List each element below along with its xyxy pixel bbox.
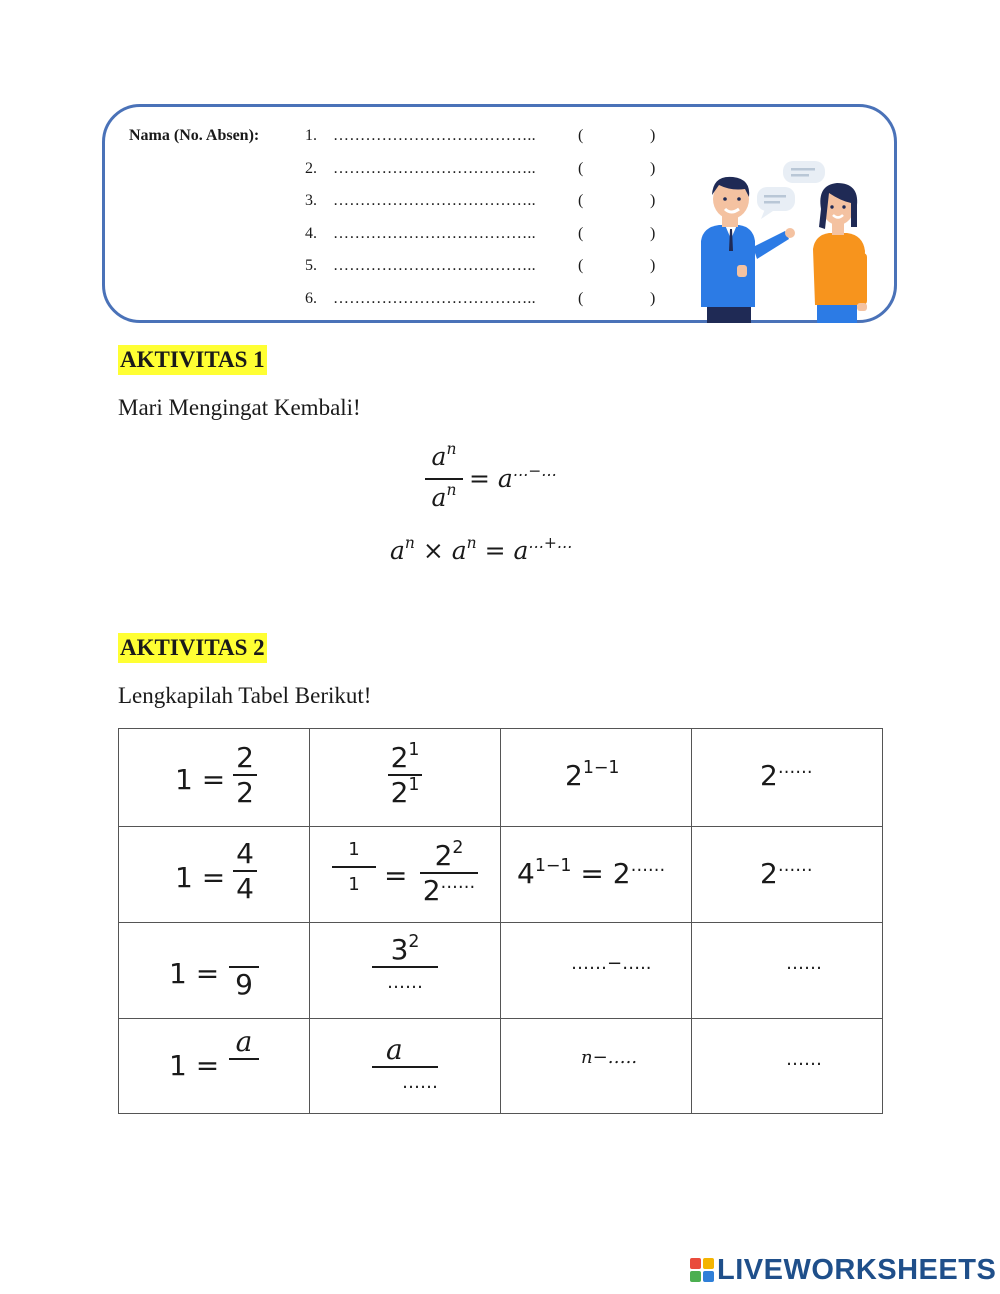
answer-blank: …… <box>786 1049 822 1070</box>
table-row <box>119 923 883 1019</box>
activity-1-heading: AKTIVITAS 1 <box>118 345 267 375</box>
answer-cell[interactable] <box>692 1019 883 1114</box>
answer-cell[interactable]: $4^{1-1} = 2^{\dots\dots}$ <box>501 827 692 923</box>
name-label: Nama (No. Absen): <box>129 127 260 144</box>
exponent-blank: …−… <box>512 462 557 481</box>
formula-fraction: $a^n$ $a^n$ <box>425 442 463 514</box>
table-cell: $2^1$ $2^1$ <box>310 729 501 827</box>
row-number: 5. <box>305 257 317 274</box>
formula-result[interactable]: = a…−… <box>469 462 557 493</box>
activity-2-intro: Lengkapilah Tabel Berikut! <box>118 683 372 708</box>
answer-cell[interactable]: $3^2$ …… <box>310 923 501 1019</box>
answer-cell[interactable]: 1 = a <box>119 1019 310 1114</box>
absen-open[interactable]: ( <box>578 192 584 209</box>
name-row[interactable] <box>305 225 655 258</box>
name-blank[interactable]: ……………………………….. <box>333 224 536 242</box>
speech-bubble-icon <box>757 161 825 219</box>
absen-close: ) <box>650 224 656 242</box>
logo-square <box>690 1271 701 1282</box>
absen-open[interactable]: ( <box>578 224 584 242</box>
absen-close: ) <box>650 192 656 209</box>
absen-close: ) <box>650 289 656 307</box>
logo-square <box>703 1258 714 1269</box>
woman-figure <box>813 183 867 323</box>
name-row[interactable] <box>305 160 655 193</box>
exponent-blank: …… <box>440 872 476 893</box>
table-row <box>119 1019 883 1114</box>
answer-cell[interactable]: a …… <box>310 1019 501 1114</box>
answer-cell[interactable]: 1 1 = $2^2$ 2…… <box>310 827 501 923</box>
name-row[interactable] <box>305 192 655 225</box>
row-number: 1. <box>305 127 317 144</box>
table-row <box>119 827 883 923</box>
exponent-blank: n−….. <box>581 1047 638 1068</box>
answer-cell[interactable]: 1 = 9 <box>119 923 310 1019</box>
exponent-blank: …… <box>777 757 813 778</box>
answer-cell[interactable] <box>501 1019 692 1114</box>
row-number: 6. <box>305 289 317 307</box>
name-box <box>102 104 897 323</box>
exponent-blank: ……−….. <box>571 953 652 974</box>
logo-icon <box>690 1258 714 1282</box>
exponent-table <box>118 728 883 1114</box>
exponent-blank: …… <box>777 855 813 876</box>
answer-cell[interactable]: 2…… <box>692 827 883 923</box>
absen-open[interactable]: ( <box>578 289 584 307</box>
name-blank[interactable]: ……………………………….. <box>333 159 536 177</box>
table-cell: 1 = 2 2 <box>119 729 310 827</box>
logo-square <box>690 1258 701 1269</box>
absen-close: ) <box>650 127 656 144</box>
row-number: 3. <box>305 192 317 209</box>
conversation-illustration <box>695 155 895 323</box>
table-row <box>119 729 883 827</box>
row-number: 4. <box>305 224 317 242</box>
quotient-rule-formula <box>425 442 625 522</box>
name-row[interactable] <box>305 290 655 323</box>
name-blank[interactable]: ……………………………….. <box>333 192 536 209</box>
absen-open[interactable]: ( <box>578 127 584 144</box>
activity-2-heading: AKTIVITAS 2 <box>118 633 267 663</box>
table-cell: 1 = 4 4 <box>119 827 310 923</box>
row-number: 2. <box>305 159 317 177</box>
liveworksheets-logo <box>690 1254 996 1286</box>
name-row[interactable] <box>305 127 655 160</box>
name-blank[interactable]: ……………………………….. <box>333 289 536 307</box>
absen-open[interactable]: ( <box>578 159 584 177</box>
table-cell: $2^{1-1}$ <box>501 729 692 827</box>
logo-text: LIVEWORKSHEETS <box>717 1253 997 1286</box>
activity-1-intro: Mari Mengingat Kembali! <box>118 395 361 420</box>
answer-cell[interactable] <box>501 923 692 1019</box>
answer-blank: …… <box>786 953 822 974</box>
absen-close: ) <box>650 159 656 177</box>
absen-close: ) <box>650 257 656 274</box>
logo-square <box>703 1271 714 1282</box>
product-rule-formula[interactable]: $a^n \times a^n = a^{\dots+\dots}$ <box>390 534 573 565</box>
name-blank[interactable]: ……………………………….. <box>333 257 536 274</box>
name-blank[interactable]: ……………………………….. <box>333 127 536 144</box>
exponent-blank: …+… <box>528 534 573 553</box>
answer-cell[interactable] <box>692 923 883 1019</box>
answer-cell[interactable]: 2…… <box>692 729 883 827</box>
name-row[interactable] <box>305 257 655 290</box>
exponent-blank: …… <box>630 855 666 876</box>
absen-open[interactable]: ( <box>578 257 584 274</box>
name-list <box>305 127 655 322</box>
